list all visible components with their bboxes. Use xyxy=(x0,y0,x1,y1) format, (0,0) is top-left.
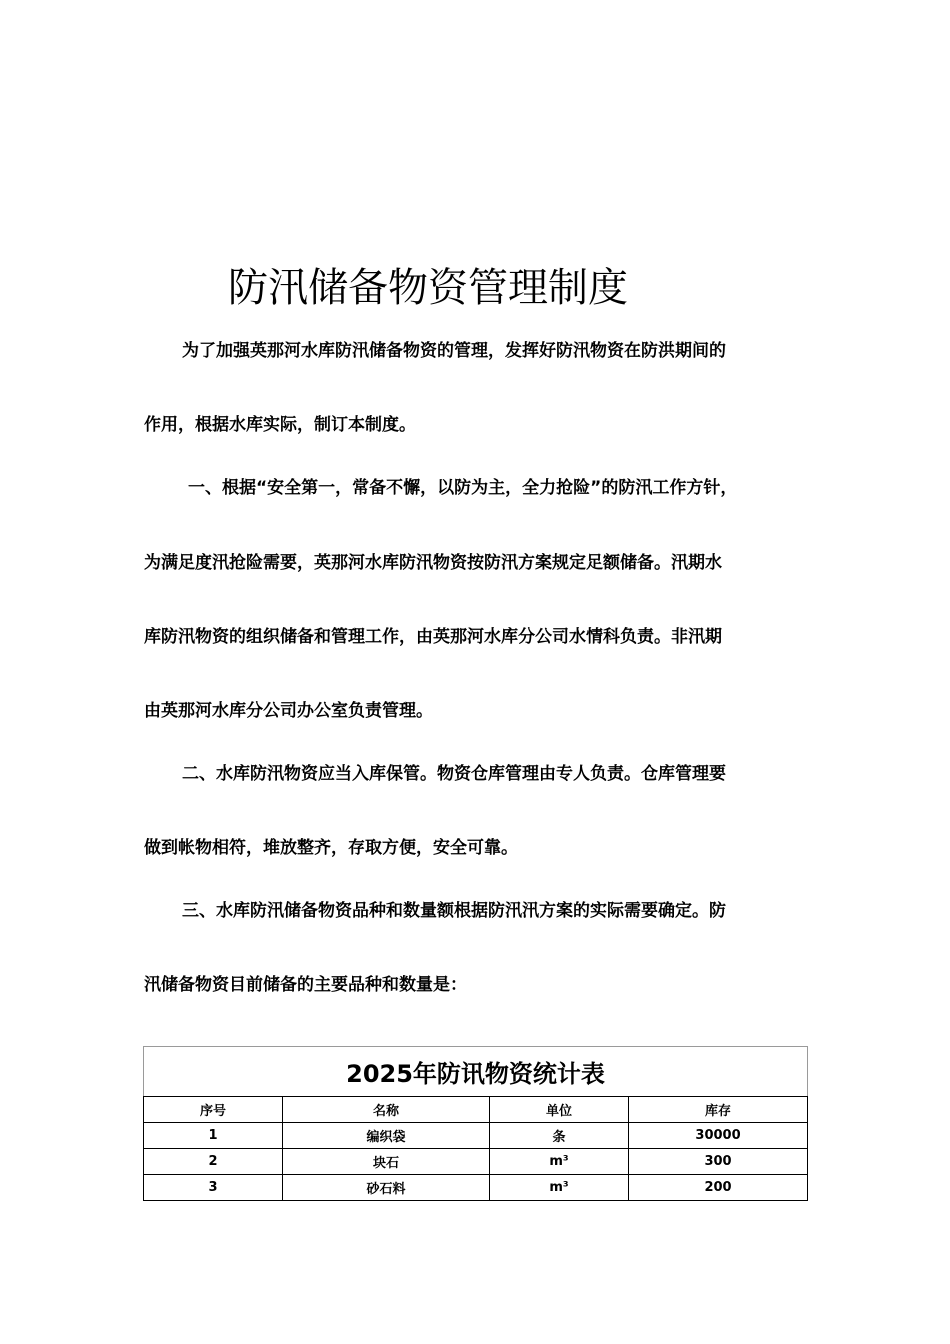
header-stock: 库存 xyxy=(629,1097,808,1123)
table-header-row xyxy=(144,1097,808,1123)
cell-stock: 300 xyxy=(629,1149,808,1175)
cell-serial-number: 3 xyxy=(144,1175,283,1201)
cell-name: 块石 xyxy=(283,1149,490,1175)
cell-unit: m³ xyxy=(490,1149,629,1175)
paragraph-line: 做到帐物相符，堆放整齐，存取方便，安全可靠。 xyxy=(144,838,518,858)
document-title: 防汛储备物资管理制度 xyxy=(228,265,628,311)
paragraph-line: 由英那河水库分公司办公室负责管理。 xyxy=(144,701,433,721)
paragraph-line: 作用，根据水库实际，制订本制度。 xyxy=(144,415,416,435)
cell-serial-number: 1 xyxy=(144,1123,283,1149)
cell-stock: 200 xyxy=(629,1175,808,1201)
cell-name: 砂石料 xyxy=(283,1175,490,1201)
materials-statistics-table xyxy=(143,1046,808,1201)
header-serial-number: 序号 xyxy=(144,1097,283,1123)
header-name: 名称 xyxy=(283,1097,490,1123)
header-unit: 单位 xyxy=(490,1097,629,1123)
paragraph-line: 一、根据“安全第一，常备不懈，以防为主，全力抢险”的防汛工作方针， xyxy=(188,478,738,498)
table-title-row xyxy=(144,1047,808,1097)
cell-unit: 条 xyxy=(490,1123,629,1149)
cell-unit: m³ xyxy=(490,1175,629,1201)
paragraph-line: 为了加强英那河水库防汛储备物资的管理，发挥好防汛物资在防洪期间的 xyxy=(182,341,726,361)
cell-stock: 30000 xyxy=(629,1123,808,1149)
cell-name: 编织袋 xyxy=(283,1123,490,1149)
paragraph-line: 库防汛物资的组织储备和管理工作，由英那河水库分公司水情科负责。非汛期 xyxy=(144,627,722,647)
paragraph-line: 为满足度汛抢险需要，英那河水库防汛物资按防汛方案规定足额储备。汛期水 xyxy=(144,553,722,573)
table-row xyxy=(144,1123,808,1149)
paragraph-line: 二、水库防汛物资应当入库保管。物资仓库管理由专人负责。仓库管理要 xyxy=(182,764,726,784)
table-title: 2025年防讯物资统计表 xyxy=(144,1047,808,1097)
table-row xyxy=(144,1149,808,1175)
paragraph-line: 三、水库防汛储备物资品种和数量额根据防汛汛方案的实际需要确定。防 xyxy=(182,901,726,921)
table-row xyxy=(144,1175,808,1201)
paragraph-line: 汛储备物资目前储备的主要品种和数量是： xyxy=(144,975,467,995)
cell-serial-number: 2 xyxy=(144,1149,283,1175)
